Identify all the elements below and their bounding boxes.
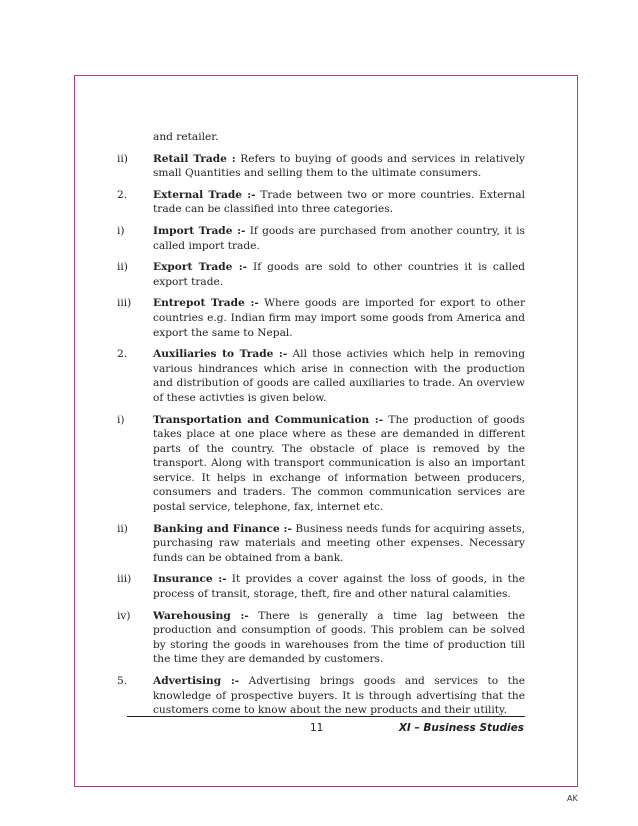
item-term: Warehousing :- xyxy=(153,609,249,622)
item-number xyxy=(117,130,153,145)
list-item xyxy=(117,413,525,515)
item-description: Business needs funds for acquiring assets, purchasing raw materials and meeting other expenses. Necessary funds can be obtained from a bank. xyxy=(153,522,525,564)
list-item xyxy=(117,522,525,566)
item-number: iv) xyxy=(117,609,131,622)
item-number: ii) xyxy=(117,261,128,274)
item-description: It provides a cover against the loss of goods, in the process of transit, storage, theft, fire and other natural calamities. xyxy=(153,573,525,601)
list-item xyxy=(117,224,525,253)
item-text xyxy=(153,296,525,340)
list-item xyxy=(117,260,525,289)
item-text xyxy=(153,522,525,566)
item-term: Advertising :- xyxy=(153,675,240,687)
item-number: ii) xyxy=(117,522,128,535)
item-term: Auxiliaries to Trade :- xyxy=(153,348,288,361)
item-term: Retail Trade : xyxy=(153,152,236,165)
item-term: Banking and Finance :- xyxy=(153,522,292,535)
item-term: Transportation and Communication :- xyxy=(153,413,384,426)
list-item xyxy=(117,130,525,145)
list-item xyxy=(117,609,525,667)
item-description: Trade between two or more countries. External trade can be classified into three categories. xyxy=(153,188,525,216)
item-text xyxy=(153,347,525,405)
list-item xyxy=(117,572,525,601)
item-text xyxy=(153,188,525,217)
item-description: and retailer. xyxy=(153,131,219,143)
item-text xyxy=(153,130,525,145)
item-term: External Trade :- xyxy=(153,188,256,201)
list-item xyxy=(117,347,525,405)
item-term: Export Trade :- xyxy=(153,261,248,274)
item-description: Refers to buying of goods and services in relatively small Quantities and selling them to the ultimate consumers. xyxy=(153,152,526,180)
item-description: Where goods are imported for export to other countries e.g. Indian firm may import some goods from America and export the same to Nepal. xyxy=(153,297,526,339)
item-term: Insurance :- xyxy=(153,573,227,586)
footer-divider xyxy=(127,716,525,717)
running-title: XI – Business Studies xyxy=(398,722,524,734)
item-text xyxy=(153,572,525,601)
item-text xyxy=(153,224,525,253)
item-number: iii) xyxy=(117,297,132,310)
item-description: The production of goods takes place at one place where as these are demanded in different parts of the country. The obstacle of place is removed by the transport. Along with transport communication is also an important service. It helps in exchange of information between producers, consumers and traders. The common communication services are postal service, telephone, fax, internet etc. xyxy=(153,413,525,514)
item-description: There is generally a time lag between the production and consumption of goods. This problem can be solved by storing the goods in warehouses from the time of production till the time they are demanded by customers. xyxy=(153,609,525,666)
list-item xyxy=(117,188,525,217)
item-description: All those activies which help in removing various hindrances which arise in connection with the production and distribution of goods are called auxiliaries to trade. An overview of these activties is given below. xyxy=(153,348,525,404)
item-term: Import Trade :- xyxy=(153,224,246,237)
item-text xyxy=(153,260,525,289)
item-number: 5. xyxy=(117,675,128,687)
list-item xyxy=(117,296,525,340)
item-number: iii) xyxy=(117,573,132,586)
item-term: Entrepot Trade :- xyxy=(153,297,259,310)
item-number: 2. xyxy=(117,188,128,201)
item-description: If goods are sold to other countries it is called export trade. xyxy=(153,261,526,288)
item-number: ii) xyxy=(117,152,128,165)
item-text xyxy=(153,413,525,515)
list-item xyxy=(117,674,525,718)
item-number: i) xyxy=(117,224,125,237)
page-body xyxy=(117,130,525,725)
item-description: If goods are purchased from another country, it is called import trade. xyxy=(153,224,525,252)
corner-mark: AK xyxy=(567,794,578,803)
item-text xyxy=(153,674,525,718)
item-text xyxy=(153,152,525,181)
list-item xyxy=(117,152,525,181)
item-text xyxy=(153,609,525,667)
item-number: 2. xyxy=(117,348,128,361)
item-description: Advertising brings goods and services to the knowledge of prospective buyers. It is through advertising that the customers come to know about the new products and their utility. xyxy=(153,675,525,717)
item-number: i) xyxy=(117,413,125,426)
page-number: 11 xyxy=(310,722,324,734)
